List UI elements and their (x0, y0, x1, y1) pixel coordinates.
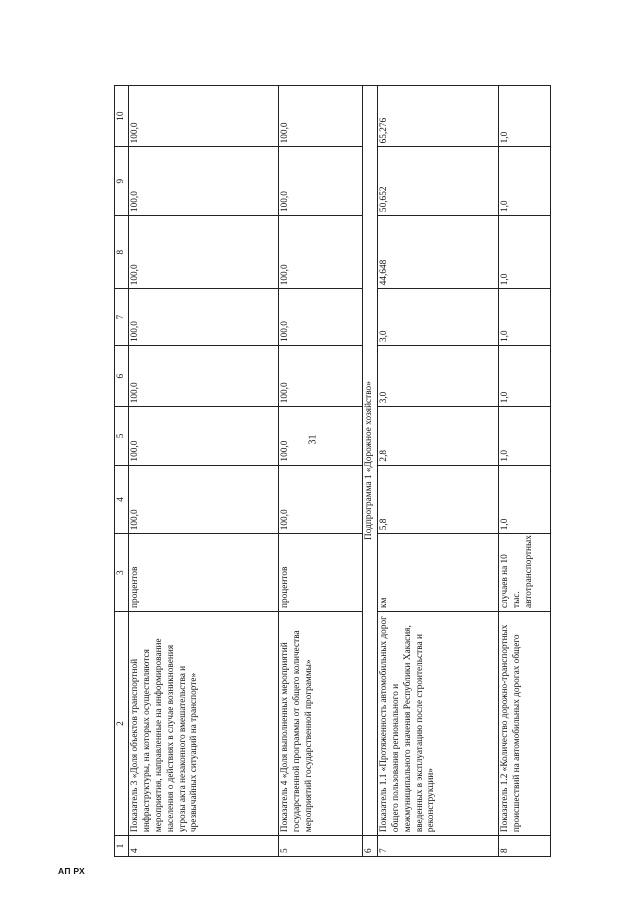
unit-cell: процентов (129, 534, 279, 612)
header-cell: 8 (115, 216, 129, 289)
value-cell: 44,648 (377, 216, 498, 289)
row-number: 4 (129, 836, 279, 857)
value-cell: 3,0 (377, 289, 498, 346)
header-cell: 6 (115, 346, 129, 407)
indicator-name: Показатель 1.1 «Протяженность автомобильных дорог общего пользования регионального и межмуниципального значения Республики Хакасия, введенных в эксплуатацию после строительства и реконструкции» (377, 611, 498, 835)
value-cell: 65,276 (377, 86, 498, 147)
rotated-table-container (114, 85, 547, 857)
value-cell: 1,0 (498, 147, 550, 216)
value-cell: 100,0 (129, 465, 279, 534)
value-cell: 100,0 (279, 346, 363, 407)
indicator-name: Показатель 1.2 «Количество дорожно-транспортных происшествий на автомобильных дорогах общего (498, 611, 550, 835)
value-cell: 100,0 (129, 289, 279, 346)
row-number: 7 (377, 836, 498, 857)
table-row (377, 86, 498, 857)
unit-cell: процентов (279, 534, 363, 612)
header-cell: 4 (115, 465, 129, 534)
header-cell: 7 (115, 289, 129, 346)
value-cell: 1,0 (498, 465, 550, 534)
value-cell: 3,0 (377, 346, 498, 407)
page-number: 31 (307, 434, 319, 445)
indicator-name: Показатель 4 «Доля выполненных мероприятий государственной программы от общего количества мероприятий государственной программы» (279, 611, 363, 835)
value-cell: 2,8 (377, 407, 498, 465)
row-number: 5 (279, 836, 363, 857)
header-row (115, 86, 129, 857)
header-cell: 5 (115, 407, 129, 465)
value-cell: 1,0 (498, 289, 550, 346)
row-number: 8 (498, 836, 550, 857)
subprogram-title: Подпрограмма 1 «Дорожное хозяйство» (363, 86, 378, 836)
value-cell: 100,0 (279, 86, 363, 147)
value-cell: 100,0 (129, 216, 279, 289)
unit-cell: км (377, 534, 498, 612)
header-cell: 2 (115, 611, 129, 835)
row-number: 6 (363, 836, 378, 857)
value-cell: 100,0 (279, 147, 363, 216)
value-cell: 5,8 (377, 465, 498, 534)
value-cell: 100,0 (129, 407, 279, 465)
header-cell: 10 (115, 86, 129, 147)
value-cell: 1,0 (498, 216, 550, 289)
header-cell: 3 (115, 534, 129, 612)
indicators-table (114, 85, 551, 857)
header-cell: 9 (115, 147, 129, 216)
value-cell: 1,0 (498, 346, 550, 407)
value-cell: 1,0 (498, 86, 550, 147)
value-cell: 100,0 (129, 346, 279, 407)
value-cell: 100,0 (279, 289, 363, 346)
table-row (129, 86, 279, 857)
indicator-name: Показатель 3 «Доля объектов транспортной инфраструктуры, на которых осуществляются мероприятия, направленные на информирование населения о действиях в случае возникновения угрозы акта незаконного вмешательства и чрезвычайных ситуаций на транспорте» (129, 611, 279, 835)
value-cell: 100,0 (129, 147, 279, 216)
table-row (498, 86, 550, 857)
value-cell: 50,652 (377, 147, 498, 216)
value-cell: 100,0 (279, 407, 363, 465)
value-cell: 100,0 (129, 86, 279, 147)
subprogram-row (363, 86, 378, 857)
table-row (279, 86, 363, 857)
footer-stamp: АП РХ (58, 866, 86, 876)
header-cell: 1 (115, 836, 129, 857)
unit-cell: случаев на 10 тыс. автотранспортных (498, 534, 550, 612)
value-cell: 100,0 (279, 216, 363, 289)
value-cell: 1,0 (498, 407, 550, 465)
value-cell: 100,0 (279, 465, 363, 534)
